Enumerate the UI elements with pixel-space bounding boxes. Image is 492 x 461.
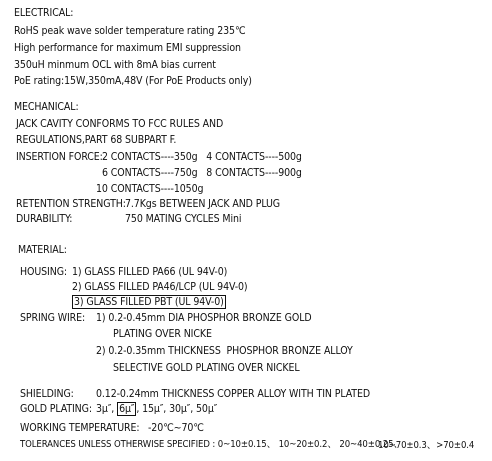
shielding-label: SHIELDING:: [20, 388, 74, 400]
housing-item-boxed: [72, 296, 226, 308]
working-temperature-value: -20℃~70℃: [148, 422, 204, 434]
electrical-line: RoHS peak wave solder temperature rating 235℃: [14, 25, 246, 37]
spring-wire-line: SELECTIVE GOLD PLATING OVER NICKEL: [113, 362, 300, 374]
material-heading: MATERIAL:: [18, 244, 67, 256]
durability-value: 750 MATING CYCLES Mini: [125, 213, 242, 225]
spring-wire-line: PLATING OVER NICKE: [113, 328, 212, 340]
durability-label: DURABILITY:: [16, 213, 73, 225]
electrical-line: PoE rating:15W,350mA,48V (For PoE Products only): [14, 75, 252, 87]
gold-plating-before: 3μ″,: [96, 403, 115, 415]
spring-wire-line: 1) 0.2-0.45mm DIA PHOSPHOR BRONZE GOLD: [96, 312, 312, 324]
housing-item: 1) GLASS FILLED PA66 (UL 94V-0): [72, 266, 228, 278]
spring-wire-label: SPRING WIRE:: [20, 312, 86, 324]
retention-strength-value: 7.7Kgs BETWEEN JACK AND PLUG: [125, 198, 281, 210]
housing-item: 2) GLASS FILLED PA46/LCP (UL 94V-0): [72, 281, 248, 293]
spring-wire-line: 2) 0.2-0.35mm THICKNESS PHOSPHOR BRONZE ALLOY: [96, 345, 353, 357]
gold-plating-boxed: 6μ″: [119, 403, 135, 415]
housing-item-box: 3) GLASS FILLED PBT (UL 94V-0): [74, 296, 224, 308]
gold-plating-after: , 15μ″, 30μ″, 50μ″: [136, 403, 218, 415]
mechanical-line: JACK CAVITY CONFORMS TO FCC RULES AND: [16, 118, 224, 130]
shielding-value: 0.12-0.24mm THICKNESS COPPER ALLOY WITH TIN PLATED: [96, 388, 370, 400]
insertion-force-row: 6 CONTACTS----750g 8 CONTACTS----900g: [102, 167, 302, 179]
gold-plating-values: [96, 403, 217, 415]
tolerances-line: TOLERANCES UNLESS OTHERWISE SPECIFIED : 0~10±0.15、 10~20±0.2、 20~40±0.25、: [20, 439, 403, 450]
retention-strength-label: RETENTION STRENGTH:: [16, 198, 126, 210]
electrical-line: 350uH minmum OCL with 8mA bias current: [14, 59, 216, 71]
working-temperature-label: WORKING TEMPERATURE:: [20, 422, 140, 434]
mechanical-line: REGULATIONS,PART 68 SUBPART F.: [16, 134, 177, 146]
insertion-force-row: 10 CONTACTS----1050g: [96, 183, 204, 195]
housing-label: HOUSING:: [20, 266, 68, 278]
tolerances-tail: 10~70±0.3、>70±0.4: [378, 440, 475, 451]
mechanical-heading: MECHANICAL:: [14, 101, 79, 113]
insertion-force-row: 2 CONTACTS----350g 4 CONTACTS----500g: [102, 151, 302, 163]
insertion-force-label: INSERTION FORCE:: [16, 151, 103, 163]
electrical-line: High performance for maximum EMI suppression: [14, 42, 241, 54]
electrical-heading: ELECTRICAL:: [14, 7, 74, 19]
gold-plating-label: GOLD PLATING:: [20, 403, 92, 415]
